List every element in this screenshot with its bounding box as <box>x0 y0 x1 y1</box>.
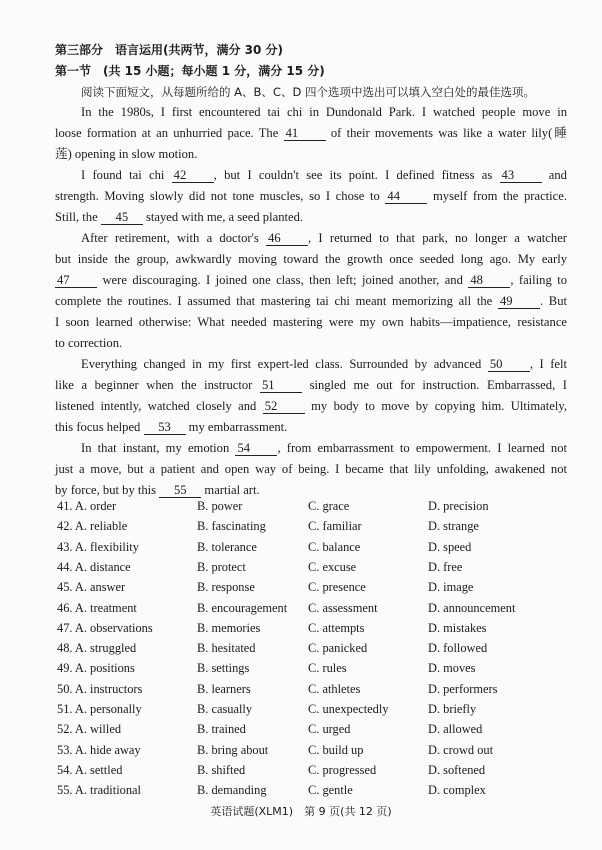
blank-45: 45 <box>101 210 143 225</box>
option-52-d: D. allowed <box>428 722 483 737</box>
option-48-c: C. panicked <box>308 641 368 656</box>
option-54-b: B. shifted <box>197 762 246 777</box>
option-46-b: B. encouragement <box>197 600 288 615</box>
blank-48: 48 <box>468 273 510 288</box>
option-41-c: C. grace <box>308 499 350 513</box>
option-43-d: D. speed <box>428 539 472 554</box>
option-42-c: C. familiar <box>308 519 362 534</box>
part-heading: 第一节 (共 15 小题；每小题 1 分，满分 15 分) <box>55 64 325 78</box>
section-heading: 第三部分 语言运用(共两节，满分 30 分) <box>55 43 284 57</box>
blank-46: 46 <box>266 231 308 246</box>
option-55-a: 55. A. traditional <box>57 783 141 798</box>
option-52-a: 52. A. willed <box>57 722 122 737</box>
option-55-b: B. demanding <box>197 783 267 798</box>
option-53-d: D. crowd out <box>428 742 494 757</box>
option-41-b: B. power <box>197 499 243 513</box>
blank-53: 53 <box>144 420 186 435</box>
passage-line: by force, but by this 55 martial art. <box>55 483 260 497</box>
passage-line: 莲) opening in slow motion. <box>55 147 198 161</box>
option-52-c: C. urged <box>308 722 351 737</box>
option-48-d: D. followed <box>428 641 488 656</box>
option-54-c: C. progressed <box>308 762 377 777</box>
option-51-c: C. unexpectedly <box>308 702 389 716</box>
option-48-a: 48. A. struggled <box>57 641 137 656</box>
option-54-d: D. softened <box>428 762 486 777</box>
option-44-b: B. protect <box>197 559 246 574</box>
passage-line: Still, the 45 stayed with me, a seed planted. <box>55 210 304 224</box>
blank-51: 51 <box>260 378 302 393</box>
passage-line: like a beginner when the instructor 51 singled me out for instruction. Embarrassed, I <box>55 378 567 392</box>
passage-line: Everything changed in my first expert-led class. Surrounded by advanced 50 , I felt <box>81 357 567 371</box>
option-42-b: B. fascinating <box>197 519 266 534</box>
page-footer: 英语试题(XLM1) 第 9 页(共 12 页) <box>210 805 392 818</box>
option-49-b: B. settings <box>197 661 250 676</box>
option-49-c: C. rules <box>308 661 347 676</box>
option-47-b: B. memories <box>197 620 261 635</box>
passage-line: I soon learned otherwise: What needed mastering were my own habits—impatience, resistance <box>55 315 567 329</box>
option-43-b: B. tolerance <box>197 539 257 554</box>
option-51-b: B. casually <box>197 702 253 716</box>
passage-line: just a move, but a patient and open way of being. I became that lily unfolding, awakened not <box>55 462 567 476</box>
option-44-d: D. free <box>428 559 463 574</box>
option-41-d: D. precision <box>428 499 489 513</box>
passage-line: strength. Moving slowly did not tone muscles, so I chose to 44 myself from the practice. <box>55 189 567 203</box>
option-53-b: B. bring about <box>197 742 269 757</box>
blank-44: 44 <box>385 189 427 204</box>
passage-line: this focus helped 53 my embarrassment. <box>55 420 288 434</box>
blank-49: 49 <box>498 294 540 309</box>
option-51-a: 51. A. personally <box>57 702 142 716</box>
passage-line: listened intently, watched closely and 52 my body to move by copying him. Ultimately, <box>55 399 567 413</box>
option-43-a: 43. A. flexibility <box>57 539 139 554</box>
option-50-d: D. performers <box>428 681 498 696</box>
option-45-a: 45. A. answer <box>57 580 126 595</box>
option-47-c: C. attempts <box>308 620 365 635</box>
option-44-a: 44. A. distance <box>57 559 131 574</box>
passage-line: complete the routines. I assumed that mastering tai chi meant memorizing all the 49 . But <box>55 294 567 308</box>
option-50-a: 50. A. instructors <box>57 681 143 696</box>
option-51-d: D. briefly <box>428 702 477 716</box>
option-42-a: 42. A. reliable <box>57 519 128 534</box>
option-43-c: C. balance <box>308 539 361 554</box>
blank-50: 50 <box>488 357 530 372</box>
passage-line: to correction. <box>55 336 123 350</box>
passage-line: 47 were discouraging. I joined one class, then left; joined another, and 48 , failing to <box>57 273 567 287</box>
passage-line: loose formation at an unhurried pace. The 41 of their movements was like a water lily(睡 <box>55 126 568 140</box>
option-54-a: 54. A. settled <box>57 762 123 777</box>
option-42-d: D. strange <box>428 519 479 534</box>
passage-line: In that instant, my emotion 54 , from embarrassment to empowerment. I learned not <box>81 441 567 455</box>
passage-line: In the 1980s, I first encountered tai chi in Dundonald Park. I watched people move in <box>81 105 567 119</box>
option-52-b: B. trained <box>197 722 246 737</box>
option-55-d: D. complex <box>428 783 486 798</box>
option-45-b: B. response <box>197 580 255 595</box>
blank-41: 41 <box>284 126 326 141</box>
option-45-d: D. image <box>428 580 474 595</box>
option-55-c: C. gentle <box>308 783 353 798</box>
option-53-c: C. build up <box>308 742 364 757</box>
option-49-d: D. moves <box>428 661 476 676</box>
blank-52: 52 <box>263 399 305 414</box>
option-41-a: 41. A. order <box>57 499 117 513</box>
option-53-a: 53. A. hide away <box>57 742 141 757</box>
option-46-d: D. announcement <box>428 600 516 615</box>
option-46-a: 46. A. treatment <box>57 600 137 615</box>
passage-line: but inside the group, awkwardly moving toward the growth once seeded long ago. My early <box>55 252 567 266</box>
option-46-c: C. assessment <box>308 600 378 615</box>
option-47-a: 47. A. observations <box>57 620 153 635</box>
passage-line: I found tai chi 42 , but I couldn't see its point. I defined fitness as 43 and <box>81 168 567 182</box>
option-49-a: 49. A. positions <box>57 661 135 676</box>
option-50-b: B. learners <box>197 681 251 696</box>
blank-55: 55 <box>159 483 201 498</box>
blank-54: 54 <box>235 441 277 456</box>
option-44-c: C. excuse <box>308 559 357 574</box>
option-50-c: C. athletes <box>308 681 361 696</box>
blank-47: 47 <box>55 273 97 288</box>
passage-line: After retirement, with a doctor's 46 , I returned to that park, no longer a watcher <box>81 231 567 245</box>
option-48-b: B. hesitated <box>197 641 256 656</box>
option-45-c: C. presence <box>308 580 366 595</box>
blank-42: 42 <box>172 168 214 183</box>
option-47-d: D. mistakes <box>428 620 487 635</box>
blank-43: 43 <box>500 168 542 183</box>
instruction: 阅读下面短文，从每题所给的 A、B、C、D 四个选项中选出可以填入空白处的最佳选项。 <box>81 85 535 99</box>
